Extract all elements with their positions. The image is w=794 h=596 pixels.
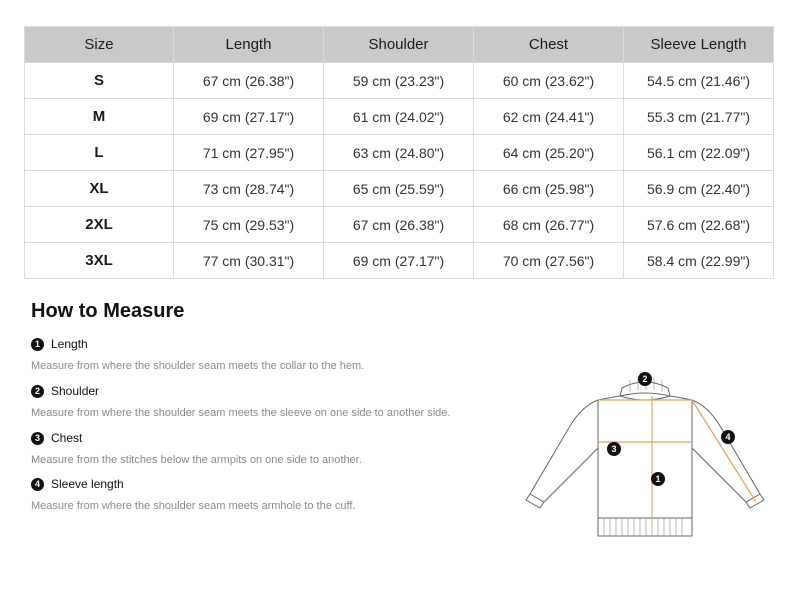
measure-step-chest: [31, 431, 362, 466]
sleeve-marker-icon: 4: [721, 430, 735, 444]
number-2-icon: 2: [31, 385, 44, 398]
sleeve-length-cell: 56.9 cm (22.40"): [624, 171, 774, 207]
chest-cell: 60 cm (23.62"): [474, 63, 624, 99]
chest-cell: 66 cm (25.98"): [474, 171, 624, 207]
chest-cell: 62 cm (24.41"): [474, 99, 624, 135]
step-description: Measure from where the shoulder seam meets the sleeve on one side to another side.: [31, 407, 451, 419]
step-name: Shoulder: [51, 384, 100, 398]
table-row: [25, 63, 774, 99]
shoulder-cell: 61 cm (24.02"): [324, 99, 474, 135]
measure-step-sleeve: [31, 477, 355, 512]
sleeve-length-cell: 55.3 cm (21.77"): [624, 99, 774, 135]
size-chart-table: [24, 26, 774, 279]
table-row: [25, 171, 774, 207]
sweater-measurement-diagram: [522, 366, 768, 546]
size-cell: L: [25, 135, 174, 171]
header-chest: Chest: [474, 27, 624, 63]
number-3-icon: 3: [31, 432, 44, 445]
length-cell: 67 cm (26.38"): [174, 63, 324, 99]
size-cell: M: [25, 99, 174, 135]
step-description: Measure from the stitches below the armpits on one side to another.: [31, 454, 362, 466]
step-description: Measure from where the shoulder seam meets armhole to the cuff.: [31, 500, 356, 512]
table-row: [25, 207, 774, 243]
size-cell: S: [25, 63, 174, 99]
shoulder-cell: 63 cm (24.80"): [324, 135, 474, 171]
sweater-outline-icon: [522, 366, 768, 546]
measure-step-shoulder: [31, 384, 450, 419]
header-size: Size: [25, 27, 174, 63]
sleeve-length-cell: 58.4 cm (22.99"): [624, 243, 774, 279]
table-row: [25, 243, 774, 279]
length-cell: 77 cm (30.31"): [174, 243, 324, 279]
size-cell: 2XL: [25, 207, 174, 243]
table-row: [25, 99, 774, 135]
table-header-row: [25, 27, 774, 63]
header-sleeve-length: Sleeve Length: [624, 27, 774, 63]
step-name: Chest: [51, 431, 83, 445]
number-1-icon: 1: [31, 338, 44, 351]
shoulder-cell: 59 cm (23.23"): [324, 63, 474, 99]
length-cell: 69 cm (27.17"): [174, 99, 324, 135]
step-name: Length: [51, 337, 88, 351]
sleeve-length-cell: 56.1 cm (22.09"): [624, 135, 774, 171]
shoulder-cell: 67 cm (26.38"): [324, 207, 474, 243]
size-cell: XL: [25, 171, 174, 207]
chest-cell: 68 cm (26.77"): [474, 207, 624, 243]
shoulder-cell: 65 cm (25.59"): [324, 171, 474, 207]
sleeve-length-cell: 57.6 cm (22.68"): [624, 207, 774, 243]
table-row: [25, 135, 774, 171]
measure-step-length: [31, 337, 364, 372]
number-4-icon: 4: [31, 478, 44, 491]
length-marker-icon: 1: [651, 472, 665, 486]
length-cell: 75 cm (29.53"): [174, 207, 324, 243]
shoulder-marker-icon: 2: [638, 372, 652, 386]
chest-cell: 64 cm (25.20"): [474, 135, 624, 171]
step-description: Measure from where the shoulder seam meets the collar to the hem.: [31, 360, 365, 372]
how-to-measure-title: How to Measure: [31, 300, 185, 322]
chest-cell: 70 cm (27.56"): [474, 243, 624, 279]
shoulder-cell: 69 cm (27.17"): [324, 243, 474, 279]
length-cell: 71 cm (27.95"): [174, 135, 324, 171]
length-cell: 73 cm (28.74"): [174, 171, 324, 207]
size-cell: 3XL: [25, 243, 174, 279]
chest-marker-icon: 3: [607, 442, 621, 456]
step-name: Sleeve length: [51, 477, 124, 491]
header-shoulder: Shoulder: [324, 27, 474, 63]
sleeve-length-cell: 54.5 cm (21.46"): [624, 63, 774, 99]
header-length: Length: [174, 27, 324, 63]
